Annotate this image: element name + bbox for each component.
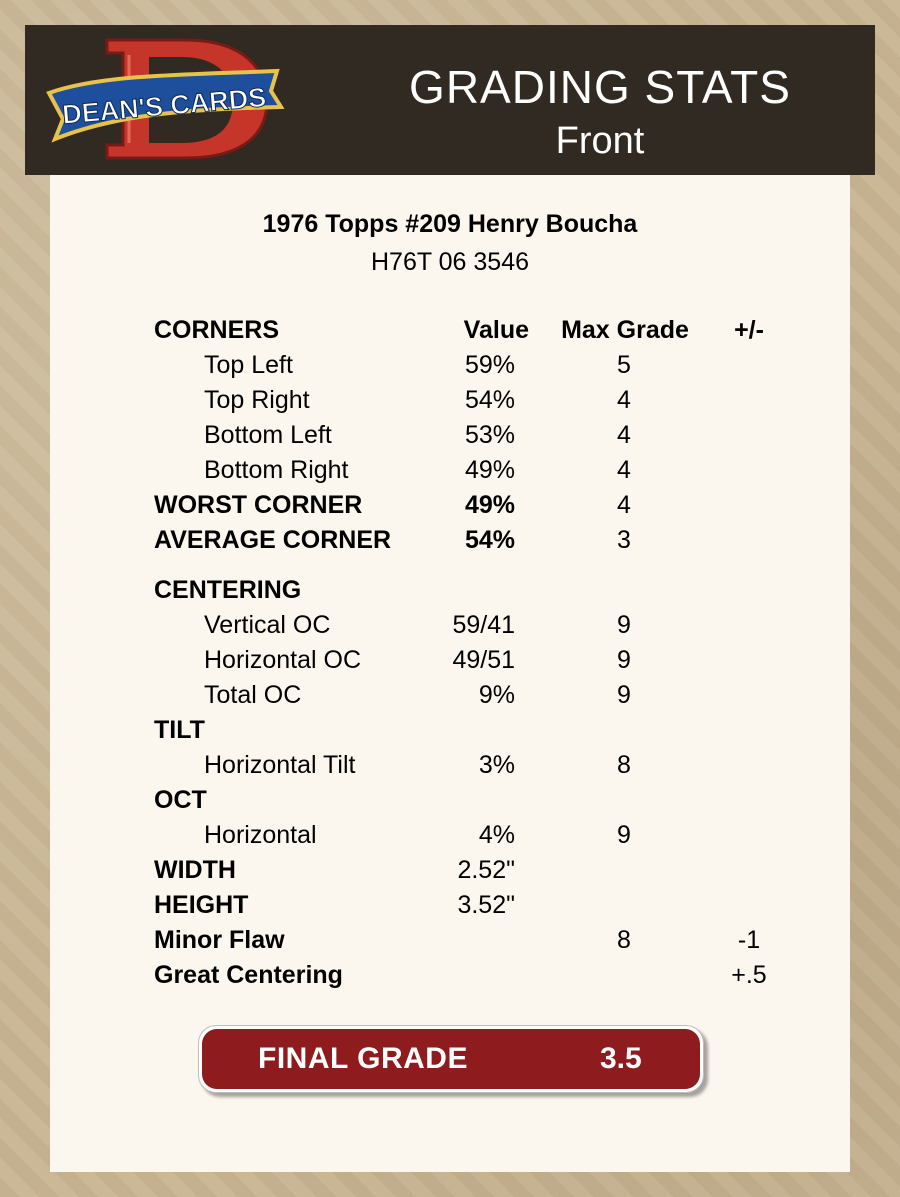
row-label: Horizontal Tilt [204, 751, 356, 779]
table-row-worst-corner [154, 488, 794, 523]
final-grade-label: FINAL GRADE [258, 1042, 468, 1075]
header-banner [25, 25, 875, 175]
table-row [154, 678, 794, 713]
row-value: 53% [464, 421, 515, 449]
column-header-value: Value [463, 316, 529, 344]
table-row [154, 348, 794, 383]
section-heading-centering [154, 573, 794, 608]
stats-panel [50, 175, 850, 1172]
card-cert-number: H76T 06 3546 [371, 248, 529, 276]
row-value: 49% [464, 456, 515, 484]
row-value: 59/41 [452, 611, 515, 639]
row-value: 59% [464, 351, 515, 379]
row-label: Bottom Right [204, 456, 349, 484]
row-value: 3.52" [457, 891, 515, 919]
row-value: 49/51 [452, 646, 515, 674]
section-heading-oct [154, 783, 794, 818]
row-max-grade: 4 [617, 456, 631, 484]
row-max-grade: 9 [617, 821, 631, 849]
row-label: Minor Flaw [154, 926, 285, 954]
table-row-width [154, 853, 794, 888]
row-label: CENTERING [154, 576, 302, 604]
row-label: Vertical OC [204, 611, 331, 639]
row-label: WORST CORNER [154, 491, 363, 519]
row-max-grade: 9 [617, 646, 631, 674]
row-label: Top Left [204, 351, 293, 379]
final-grade-inner [202, 1029, 700, 1089]
svg-text:DEAN'S CARDS: DEAN'S CARDS [61, 82, 268, 130]
final-grade-badge [198, 1025, 704, 1093]
row-value: 9% [478, 681, 515, 709]
row-label: Total OC [204, 681, 302, 709]
row-label: Bottom Left [204, 421, 332, 449]
row-value: 54% [464, 386, 515, 414]
deans-cards-logo [45, 35, 285, 165]
row-value: 49% [464, 491, 515, 519]
row-label: OCT [154, 786, 207, 814]
table-row [154, 748, 794, 783]
row-max-grade: 9 [617, 611, 631, 639]
row-max-grade: 3 [617, 526, 631, 554]
row-label: AVERAGE CORNER [154, 526, 392, 554]
card-title: 1976 Topps #209 Henry Boucha [262, 210, 638, 238]
page-subtitle: Front [555, 120, 645, 162]
row-max-grade: 4 [617, 386, 631, 414]
table-row-minor-flaw [154, 923, 794, 958]
table-row [154, 608, 794, 643]
table-header-row [154, 313, 794, 348]
row-label: Top Right [204, 386, 310, 414]
column-header-max-grade: Max Grade [561, 316, 689, 344]
row-max-grade: 4 [617, 491, 631, 519]
table-row [154, 818, 794, 853]
row-value: 3% [478, 751, 515, 779]
table-row [154, 453, 794, 488]
row-label: Horizontal OC [204, 646, 361, 674]
section-heading-corners: CORNERS [154, 316, 280, 344]
row-label: WIDTH [154, 856, 236, 884]
row-value: 4% [478, 821, 515, 849]
row-max-grade: 8 [617, 751, 631, 779]
row-label: Horizontal [204, 821, 317, 849]
row-label: HEIGHT [154, 891, 249, 919]
row-plus-minus: +.5 [731, 961, 767, 989]
row-label: Great Centering [154, 961, 343, 989]
final-grade-value: 3.5 [600, 1042, 642, 1075]
section-heading-tilt [154, 713, 794, 748]
table-row-average-corner [154, 523, 794, 558]
row-plus-minus: -1 [737, 926, 761, 954]
row-max-grade: 5 [617, 351, 631, 379]
stats-table [154, 313, 794, 993]
table-row [154, 643, 794, 678]
page-title: GRADING STATS [409, 61, 791, 113]
row-max-grade: 8 [617, 926, 631, 954]
row-max-grade: 9 [617, 681, 631, 709]
column-header-plus-minus: +/- [734, 316, 764, 344]
table-row [154, 383, 794, 418]
row-value: 54% [464, 526, 515, 554]
table-row [154, 418, 794, 453]
row-value: 2.52" [457, 856, 515, 884]
table-row-height [154, 888, 794, 923]
row-max-grade: 4 [617, 421, 631, 449]
row-label: TILT [154, 716, 205, 744]
table-row-great-centering [154, 958, 794, 993]
